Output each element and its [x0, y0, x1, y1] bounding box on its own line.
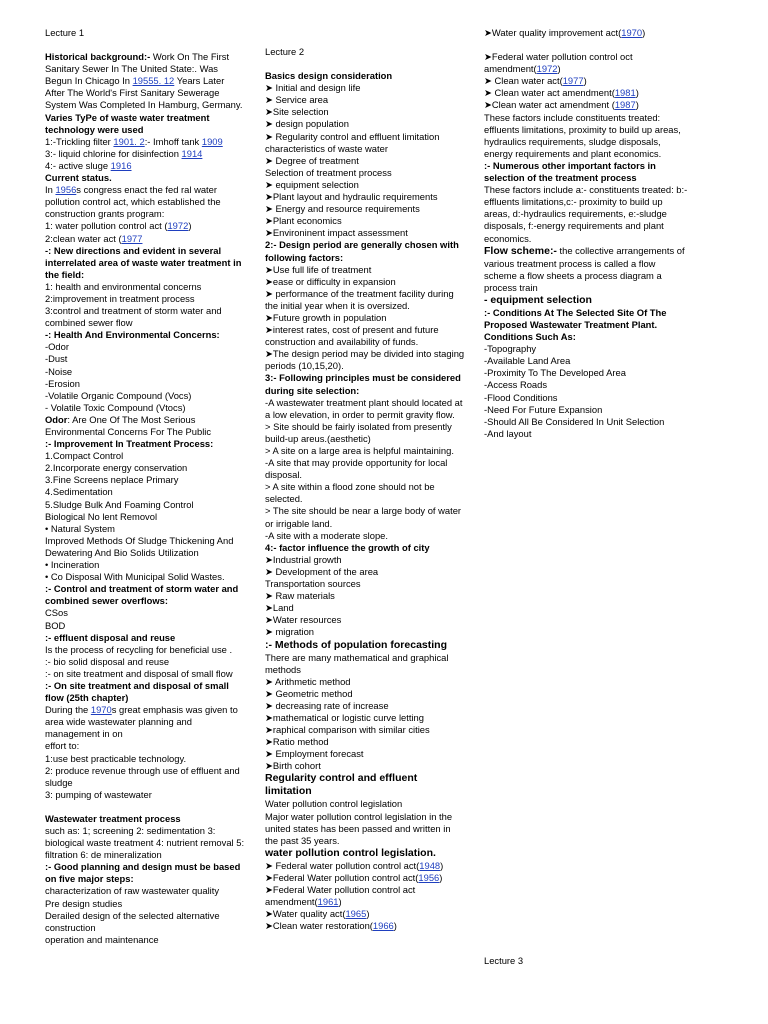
text-line: Transportation sources [265, 578, 361, 590]
text-line: CSos [45, 607, 68, 619]
text-line: -A wastewater treatment plant should located at a low elevation, in order to permit gravity flow. [265, 396, 463, 420]
section-heading: - equipment selection [484, 293, 592, 306]
year-link[interactable]: 1965 [345, 908, 367, 920]
text-line: 1:use best practicable technology. [45, 752, 187, 764]
text-line: such as: 1; screening 2: sedimentation 3: biological waste treatment 4: nutrient removal 5: filtration 6: de mineralization [45, 825, 245, 861]
text-line: -Access Roads [484, 379, 548, 391]
text-line [484, 245, 689, 294]
text-line: ➤Site selection [265, 106, 329, 118]
text-fragment: ➤ Federal water pollution control act( [265, 859, 420, 871]
text-line: • Incineration [45, 559, 100, 571]
spacer [45, 801, 245, 813]
text-line: ➤Use full life of treatment [265, 263, 372, 275]
section-heading: 3:- Following principles must be considered during site selection: [265, 372, 461, 396]
text-line [45, 51, 245, 111]
text-line: • Natural System [45, 522, 115, 534]
text-line: ➤The design period may be divided into staging periods (10,15,20). [265, 348, 465, 372]
text-fragment: 3:- liquid chlorine for disinfection [45, 147, 182, 159]
spacer [484, 39, 689, 51]
text-line: ➤Plant layout and hydraulic requirements [265, 191, 438, 203]
text-fragment: ➤Clean water act amendment ( [484, 99, 615, 111]
text-line: > A site within a flood zone should not be selected. [265, 481, 435, 505]
text-line [265, 872, 465, 884]
year-link[interactable]: 1970 [621, 27, 643, 38]
text-line: ➤mathematical or logistic curve letting [265, 711, 424, 723]
text-fragment: 2:clean water act ( [45, 232, 122, 244]
year-link[interactable]: 19555. 12 [132, 75, 175, 87]
text-line: ➤ Raw materials [265, 590, 335, 602]
text-line: There are many mathematical and graphical methods [265, 651, 449, 675]
text-line: ➤ Initial and design life [265, 82, 361, 94]
text-line [265, 908, 465, 920]
text-fragment: ) [440, 859, 444, 871]
text-line: Pre design studies [45, 897, 123, 909]
year-link[interactable]: 1972 [167, 220, 189, 232]
text-fragment: Years Later After The World's First Sanitary Sewerage System Was Completed In Hamburg, Germany. [45, 75, 243, 111]
text-line: -Dust [45, 353, 68, 365]
year-link[interactable]: 1914 [181, 147, 203, 159]
text-line: 2: produce revenue through use of effluent and sludge [45, 764, 240, 788]
text-fragment: ) [366, 908, 370, 920]
section-heading: :- Good planning and design must be based on five major steps: [45, 861, 241, 885]
text-line: Major water pollution control legislation in the united states has been passed and written in the past 35 years. [265, 810, 453, 846]
text-line: BOD [45, 619, 66, 631]
text-fragment: Odor [45, 413, 68, 425]
year-link[interactable]: 1961 [317, 896, 339, 908]
text-line: -A site with a moderate slope. [265, 529, 388, 541]
text-line: ➤Water resources [265, 614, 342, 626]
text-line: 4.Sedimentation [45, 486, 113, 498]
text-fragment: ➤Federal water pollution control oct amendment( [484, 51, 633, 75]
text-line: ➤Land [265, 602, 294, 614]
year-link[interactable]: 1956 [55, 184, 77, 196]
text-fragment: Flow scheme:- [484, 244, 557, 257]
text-line: effort to: [45, 740, 80, 752]
section-heading: :- Conditions At The Selected Site Of The Proposed Wastewater Treatment Plant. Conditions Such As: [484, 306, 667, 343]
text-line: ➤raphical comparison with similar cities [265, 724, 430, 736]
text-fragment: ) [642, 27, 646, 38]
text-line [45, 136, 245, 148]
year-link[interactable]: 1972 [536, 63, 558, 75]
text-line: 1: health and environmental concerns [45, 280, 202, 292]
text-line: Lecture 1 [45, 27, 85, 38]
section-heading: -: New directions and evident in several interrelated area of waste water treatment in the field: [45, 244, 242, 280]
text-line: ➤ equipment selection [265, 178, 359, 190]
section-heading: water pollution control legislation. [265, 846, 436, 859]
year-link[interactable]: 1901. 2 [113, 135, 145, 147]
text-line: ➤ Employment forecast [265, 748, 364, 760]
section-heading: :- On site treatment and disposal of small flow (25th chapter) [45, 679, 229, 704]
text-line: ➤Ratio method [265, 736, 329, 748]
section-heading: Current status. [45, 172, 112, 184]
section-heading: :- Improvement In Treatment Process: [45, 438, 214, 450]
text-line: Is the process of recycling for beneficial use . [45, 643, 233, 655]
text-line: -Available Land Area [484, 355, 571, 367]
text-fragment: 1: water pollution control act ( [45, 220, 168, 232]
text-line: 3.Fine Screens neplace Primary [45, 474, 179, 486]
text-line: 2:improvement in treatment process [45, 292, 195, 304]
lecture-3-heading: Lecture 3 [484, 955, 524, 966]
text-line: 3: pumping of wastewater [45, 788, 152, 800]
text-line: ➤ Degree of treatment [265, 154, 359, 166]
text-line: -Erosion [45, 377, 80, 389]
text-line: - Volatile Toxic Compound (Vtocs) [45, 401, 186, 413]
text-line [45, 148, 245, 160]
section-heading: 2:- Design period are generally chosen with following factors: [265, 239, 459, 263]
text-line: ➤ migration [265, 626, 315, 638]
text-line: 5.Sludge Bulk And Foaming Control [45, 498, 194, 510]
text-line: ➤ Arithmetic method [265, 675, 351, 687]
text-line: ➤ Regularity control and effluent limitation characteristics of waste water [265, 130, 440, 154]
text-line [45, 704, 245, 740]
text-line: Derailed design of the selected alternative construction [45, 909, 220, 933]
text-fragment: ) [557, 63, 561, 75]
text-line: -Topography [484, 343, 537, 355]
text-line: These factors include constituents treated: effluents limitations, proximity to build up areas, hydraulics requirements, sludge disposals, energy requirements and plant economics. [484, 111, 681, 159]
text-line [265, 920, 465, 932]
text-line: Water pollution control legislation [265, 798, 403, 810]
text-line: 3:control and treatment of storm water and combined sewer flow [45, 305, 222, 329]
text-line: 2.Incorporate energy conservation [45, 462, 188, 474]
text-fragment: ) [635, 99, 639, 111]
text-line: These factors include a:- constituents treated: b:-effluents limitations,c:- proximity to build up areas, d:-hydraulics requirements, e:-sludge disposals, f:-energy requirements and plant economics. [484, 184, 688, 244]
text-fragment: Historical background:- [45, 51, 153, 63]
text-line: operation and maintenance [45, 933, 159, 945]
section-heading: 4:- factor influence the growth of city [265, 541, 430, 553]
year-link[interactable]: 1966 [372, 920, 394, 932]
text-fragment: ) [338, 896, 342, 908]
section-heading: :- Methods of population forecasting [265, 638, 447, 651]
text-line: 1.Compact Control [45, 450, 124, 462]
year-link[interactable]: 1987 [614, 99, 636, 111]
text-line: :- bio solid disposal and reuse [45, 655, 170, 667]
text-line: Selection of treatment process [265, 166, 392, 178]
section-heading: :- effluent disposal and reuse [45, 631, 176, 643]
section-heading: Regularity control and effluent limitation [265, 772, 418, 798]
text-line [484, 99, 689, 111]
section-heading: Wastewater treatment process [45, 812, 181, 824]
column-lecture-2-continued [484, 27, 689, 440]
year-link[interactable]: 1956 [418, 871, 440, 883]
spacer [45, 39, 245, 51]
year-link[interactable]: 1909 [201, 135, 223, 147]
text-line: • Co Disposal With Municipal Solid Wastes. [45, 571, 225, 583]
text-line: :- on site treatment and disposal of small flow [45, 667, 233, 679]
text-fragment: ) [188, 220, 192, 232]
section-heading: Basics design consideration [265, 70, 393, 82]
text-line: characterization of raw wastewater quality [45, 885, 220, 897]
section-heading: :- Numerous other important factors in selection of the treatment process [484, 159, 656, 184]
text-line [265, 860, 465, 872]
text-line: ➤ Service area [265, 94, 329, 106]
text-fragment: :- Imhoff tank [144, 135, 202, 147]
text-fragment: 1:-Trickling filter [45, 135, 114, 147]
text-line: > The site should be near a large body of water or irrigable land. [265, 505, 462, 529]
text-line [484, 75, 689, 87]
text-line: Biological No lent Removol [45, 510, 158, 522]
column-lecture-1 [45, 27, 245, 946]
text-line: Lecture 2 [265, 46, 305, 57]
section-heading: :- Control and treatment of storm water and combined sewer overflows: [45, 583, 239, 607]
text-line: ➤Environinent impact assessment [265, 227, 408, 239]
text-fragment: 4:- active sluge [45, 159, 111, 171]
section-heading: -: Health And Environmental Concerns: [45, 329, 220, 341]
text-line: -Noise [45, 365, 73, 377]
text-fragment: During the [45, 704, 91, 716]
text-line: ➤Future growth in population [265, 311, 387, 323]
text-line: ➤interest rates, cost of present and future construction and availability of funds. [265, 324, 439, 348]
text-fragment: s congress enact the fed ral water pollution control act, which established the construction grants program: [45, 184, 221, 220]
section-heading: Varies TyPe of waste water treatment technology were used [45, 111, 210, 135]
text-line [45, 184, 245, 220]
text-fragment: ) [635, 87, 639, 99]
text-fragment: ➤Water quality improvement act( [484, 27, 622, 38]
text-line [45, 414, 245, 438]
text-line: ➤ decreasing rate of increase [265, 699, 389, 711]
text-line: -A site that may provide opportunity for local disposal. [265, 457, 448, 481]
text-line: ➤ Development of the area [265, 565, 379, 577]
text-fragment: Work On The First Sanitary Sewer In The United State:. Was Begun In Chicago In [45, 51, 230, 87]
text-line [484, 87, 689, 99]
text-line: -Volatile Organic Compound (Vocs) [45, 389, 192, 401]
year-link[interactable]: 1981 [614, 87, 636, 99]
text-line: > Site should be fairly isolated from presently build-up areus.(aesthetic) [265, 420, 452, 444]
text-line [45, 220, 245, 232]
text-fragment: In [45, 184, 56, 196]
text-fragment: ➤ Clean water act( [484, 75, 563, 87]
text-line: -Flood Conditions [484, 391, 558, 403]
text-line: > A site on a large area is helpful maintaining. [265, 445, 454, 456]
text-fragment: ➤Federal Water pollution control act amendment( [265, 884, 416, 908]
text-fragment: ) [439, 871, 443, 883]
text-line: -Should All Be Considered In Unit Selection [484, 415, 665, 427]
text-line: ➤ Energy and resource requirements [265, 203, 420, 215]
text-line [484, 51, 689, 75]
text-line [484, 27, 689, 39]
column-lecture-2 [265, 46, 465, 932]
text-fragment: ) [583, 75, 587, 87]
year-link[interactable]: 1970 [90, 704, 112, 716]
text-line: ➤ Geometric method [265, 687, 353, 699]
text-fragment: ) [393, 920, 397, 932]
text-fragment: : Are One Of The Most Serious Environmental Concerns For The Public [45, 413, 212, 437]
year-link[interactable]: 1977 [562, 75, 584, 87]
text-fragment: ➤Clean water restoration( [265, 920, 373, 932]
text-line: ➤Industrial growth [265, 553, 342, 565]
text-fragment: ➤ Clean water act amendment( [484, 87, 615, 99]
text-line: ➤ease or difficulty in expansion [265, 275, 396, 287]
text-line [45, 160, 245, 172]
text-fragment: ➤Federal Water pollution control act( [265, 871, 419, 883]
text-line: -And layout [484, 427, 532, 439]
text-line: ➤ design population [265, 118, 349, 130]
text-line: -Odor [45, 341, 69, 353]
text-line [265, 884, 465, 908]
text-fragment: the collective arrangements of various treatment process is called a flow scheme a flow sheets a process diagram a process train [484, 244, 685, 293]
text-line: -Need For Future Expansion [484, 403, 603, 415]
text-line: ➤Plant economics [265, 215, 342, 227]
text-line: -Proximity To The Developed Area [484, 367, 626, 379]
text-line [45, 233, 245, 245]
text-fragment: ➤Water quality act( [265, 908, 346, 920]
text-line: ➤Birth cohort [265, 760, 321, 772]
text-line: Improved Methods Of Sludge Thickening And Dewatering And Bio Solids Utilization [45, 534, 234, 558]
spacer [265, 58, 465, 70]
text-fragment: s great emphasis was given to area wide wastewater planning and management in on [45, 704, 238, 740]
text-line: ➤ performance of the treatment facility during the initial year when it is oversized. [265, 287, 454, 311]
year-link[interactable]: 1916 [110, 159, 132, 171]
year-link[interactable]: 1948 [419, 859, 441, 871]
year-link[interactable]: 1977 [121, 232, 143, 244]
